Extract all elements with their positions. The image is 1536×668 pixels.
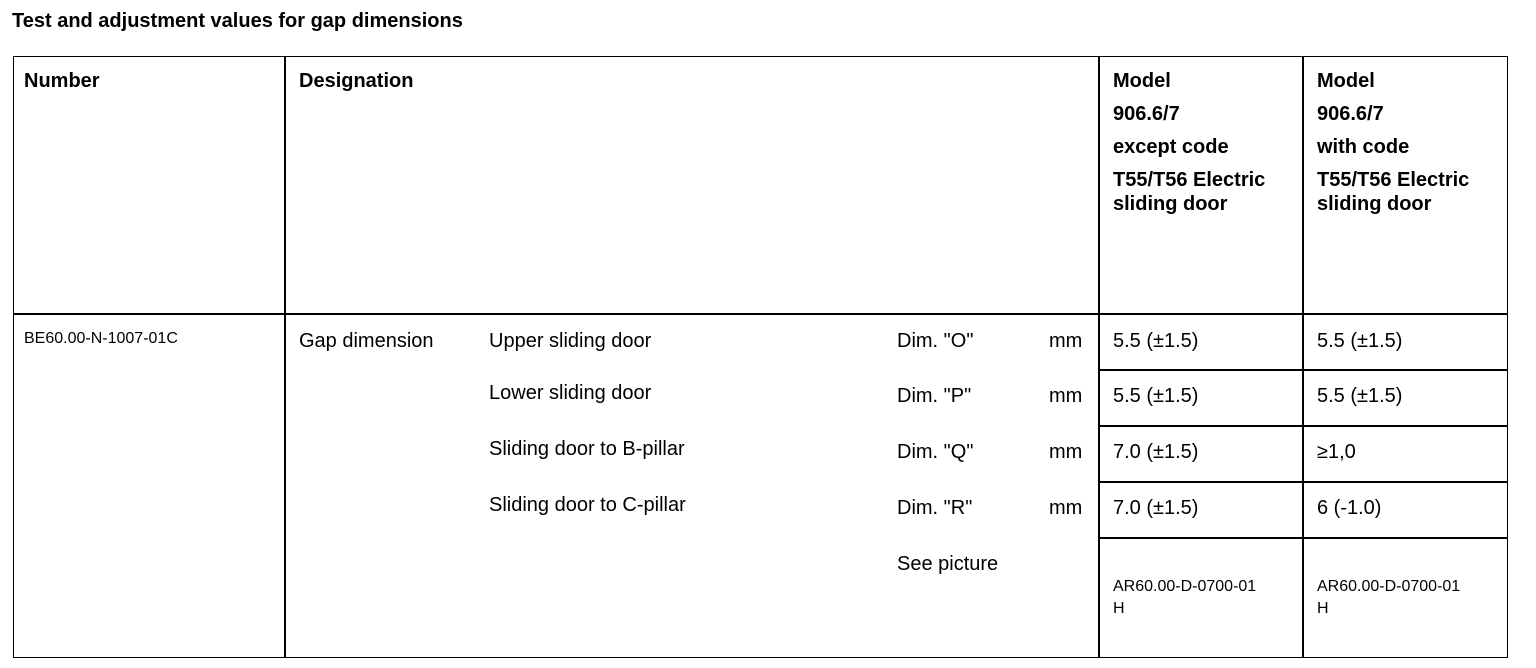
table-row-dim: Dim. "R" <box>897 497 973 519</box>
column-divider-number <box>284 56 286 658</box>
table-row-unit: mm <box>1049 385 1083 407</box>
picture-reference-line: H <box>1113 600 1125 617</box>
designation-label: Gap dimension <box>299 330 434 352</box>
table-row-item: Upper sliding door <box>489 330 652 352</box>
table-row-item: Sliding door to C-pillar <box>489 494 686 516</box>
header-model-a-line: sliding door <box>1113 193 1228 215</box>
header-model-b-line: with code <box>1317 136 1410 158</box>
table-row-dim: Dim. "O" <box>897 330 974 352</box>
header-model-b-line: sliding door <box>1317 193 1432 215</box>
column-divider-designation <box>1098 56 1100 658</box>
picture-reference-line: H <box>1317 600 1329 617</box>
gap-dimensions-table <box>13 56 1508 658</box>
row-divider <box>1098 537 1508 539</box>
table-row-value-b: ≥1,0 <box>1317 441 1356 463</box>
see-picture-label: See picture <box>897 553 999 575</box>
page-title: Test and adjustment values for gap dimensions <box>12 10 463 32</box>
picture-reference-line: AR60.00-D-0700-01 <box>1317 578 1461 595</box>
picture-reference-line: AR60.00-D-0700-01 <box>1113 578 1257 595</box>
header-model-a-line: 906.6/7 <box>1113 103 1180 125</box>
table-row-unit: mm <box>1049 330 1083 352</box>
header-model-with-code <box>1317 69 1469 216</box>
table-row-unit: mm <box>1049 497 1083 519</box>
table-row-value-b: 5.5 (±1.5) <box>1317 330 1403 352</box>
table-row-value-a: 7.0 (±1.5) <box>1113 497 1199 519</box>
header-model-b-line: T55/T56 Electric <box>1317 169 1470 191</box>
table-row-dim: Dim. "P" <box>897 385 972 407</box>
table-row-value-b: 5.5 (±1.5) <box>1317 385 1403 407</box>
row-divider <box>1098 369 1508 371</box>
header-model-a-line: except code <box>1113 136 1229 158</box>
row-divider <box>1098 425 1508 427</box>
table-row-value-a: 5.5 (±1.5) <box>1113 385 1199 407</box>
document-number: BE60.00-N-1007-01C <box>24 330 178 347</box>
table-row-unit: mm <box>1049 441 1083 463</box>
header-model-b-line: 906.6/7 <box>1317 103 1384 125</box>
table-row-value-b: 6 (-1.0) <box>1317 497 1382 519</box>
table-row-value-a: 7.0 (±1.5) <box>1113 441 1199 463</box>
row-divider <box>1098 481 1508 483</box>
header-number: Number <box>24 70 100 92</box>
picture-reference-a <box>1113 576 1256 620</box>
table-row-item: Sliding door to B-pillar <box>489 438 685 460</box>
header-model-b-line: Model <box>1317 70 1375 92</box>
table-row-item: Lower sliding door <box>489 382 652 404</box>
header-model-a-line: Model <box>1113 70 1171 92</box>
picture-reference-b <box>1317 576 1460 620</box>
header-designation: Designation <box>299 70 414 92</box>
table-row-value-a: 5.5 (±1.5) <box>1113 330 1199 352</box>
table-row-dim: Dim. "Q" <box>897 441 974 463</box>
header-model-a-line: T55/T56 Electric <box>1113 169 1266 191</box>
header-divider <box>13 313 1508 315</box>
header-model-except-code <box>1113 69 1265 216</box>
column-divider-model <box>1302 56 1304 658</box>
